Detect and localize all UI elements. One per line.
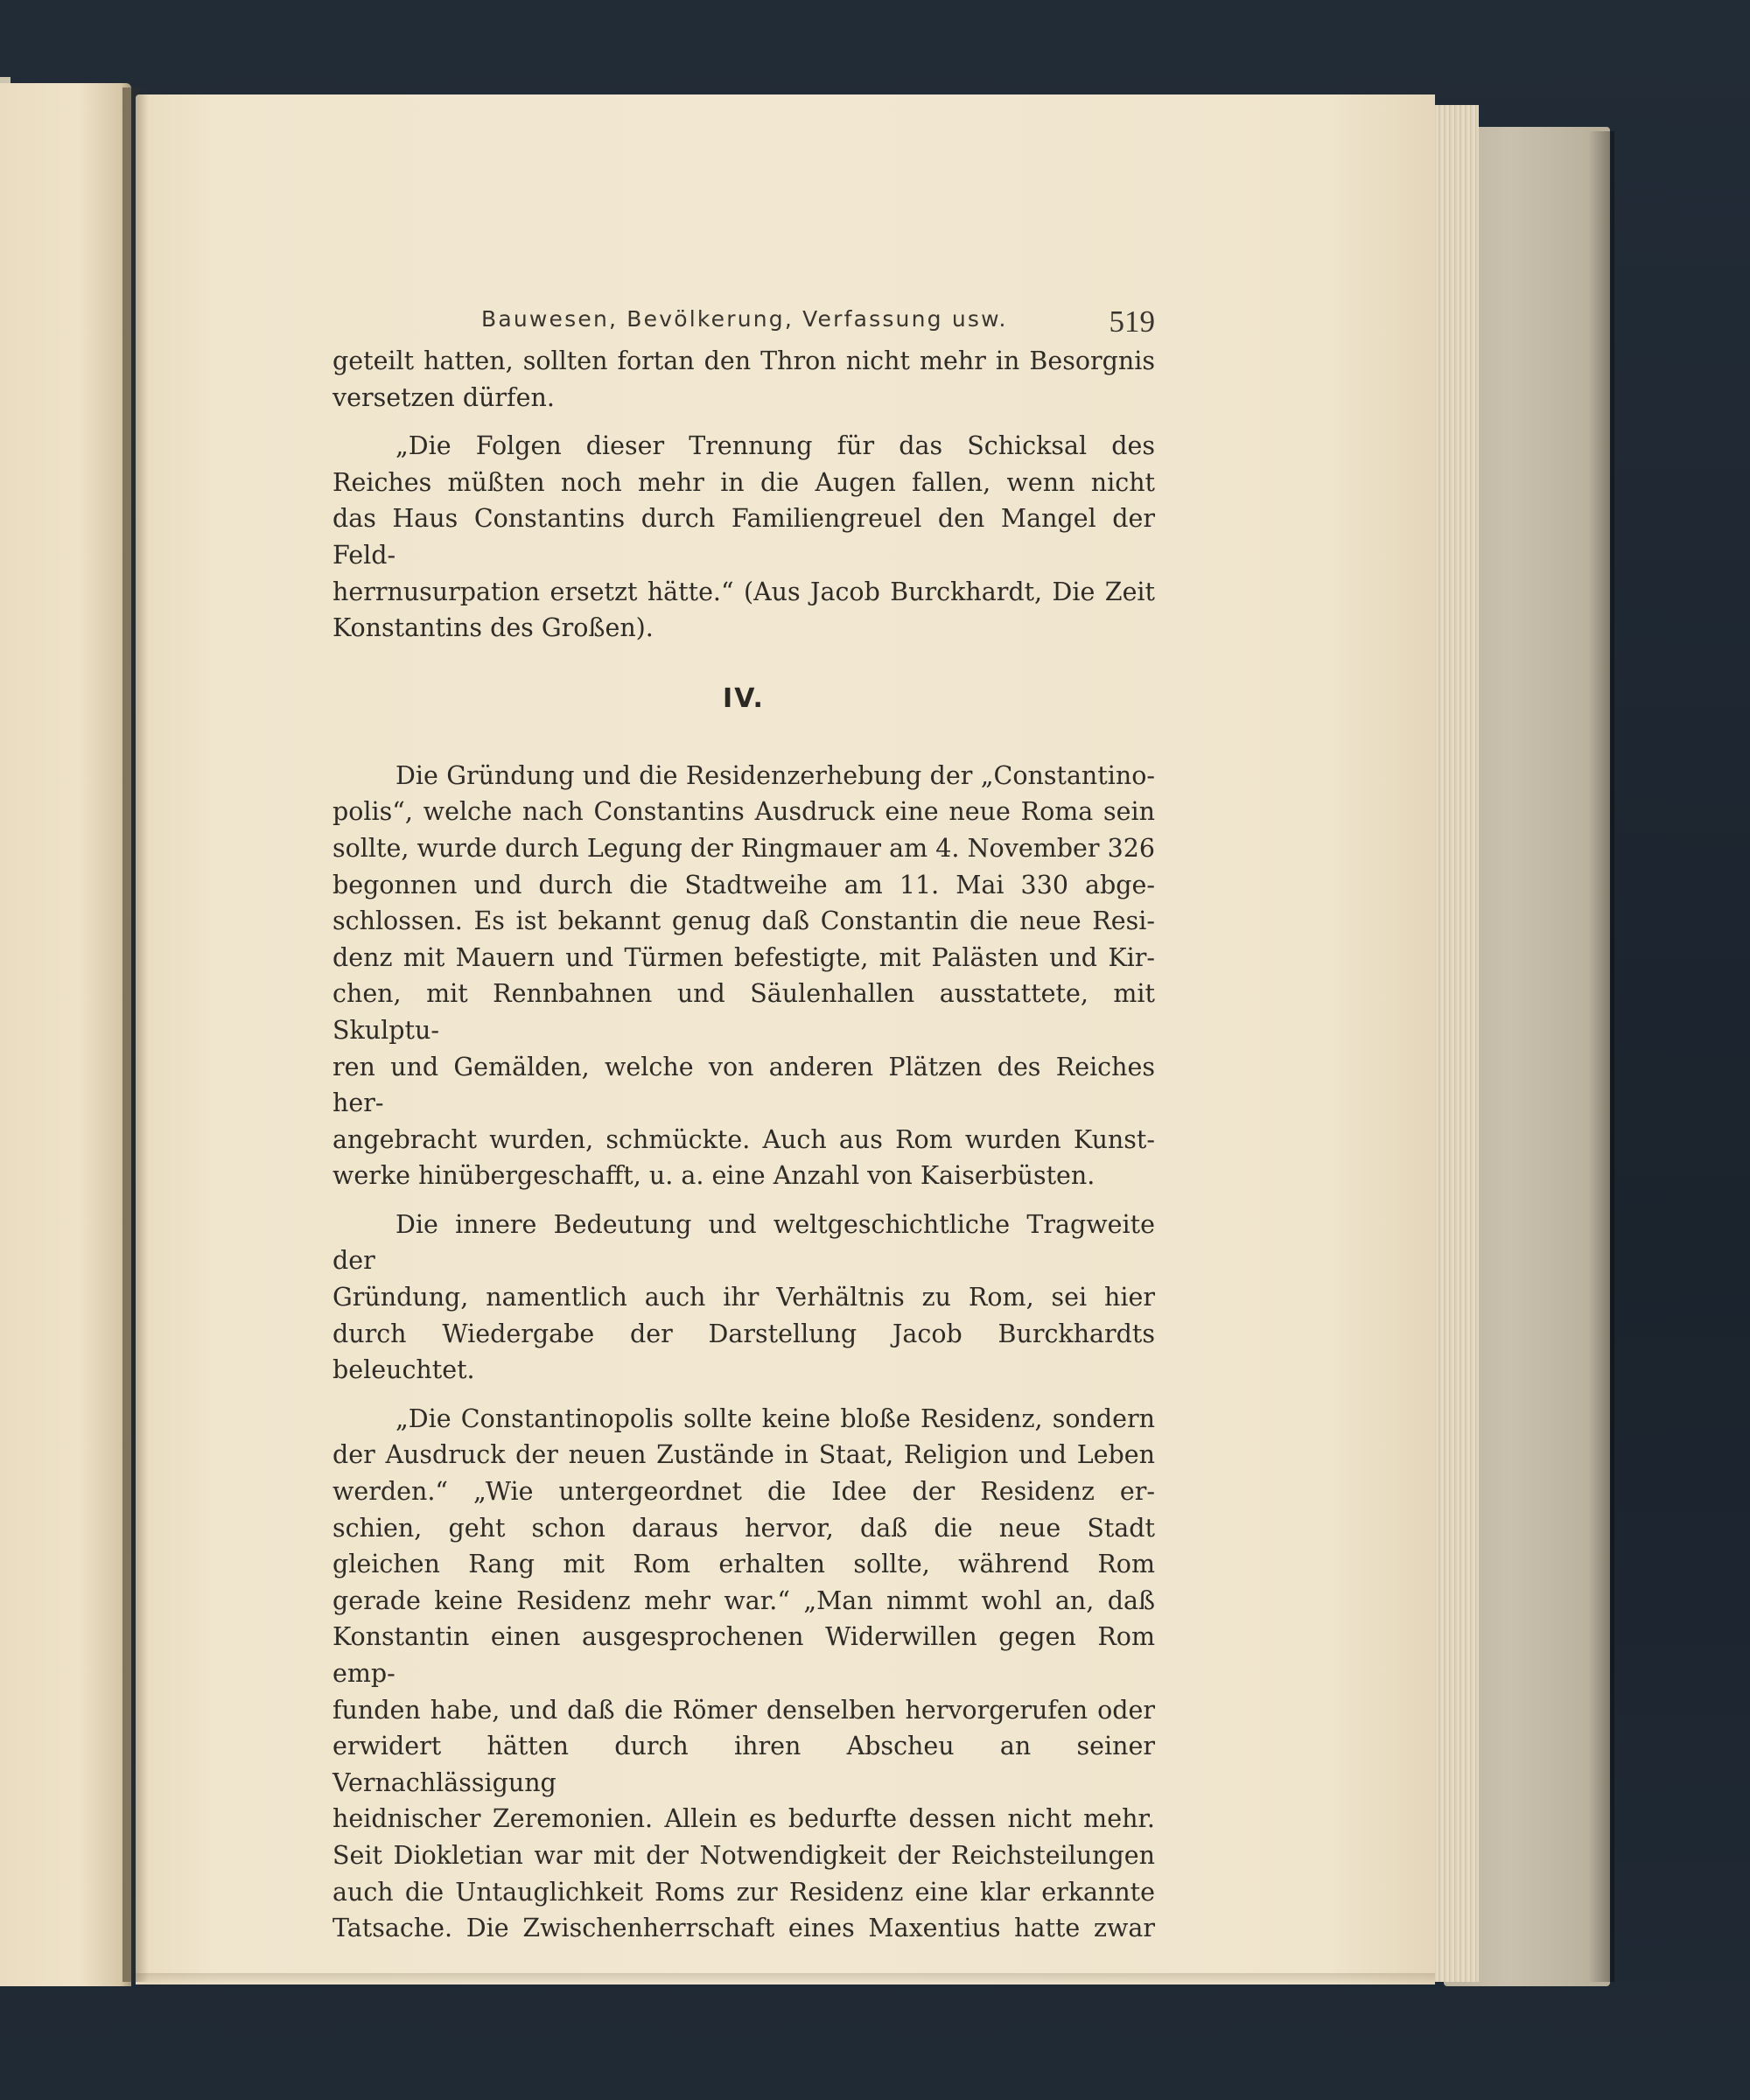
text-line: werke hinübergeschafft, u. a. eine Anzahl von Kaiserbüsten. <box>332 1161 1096 1191</box>
text-line: Konstantin einen ausgesprochenen Widerwillen gegen Rom emp- <box>332 1622 1155 1688</box>
text-line: Seit Diokletian war mit der Notwendigkeit der Reichsteilungen <box>332 1840 1155 1870</box>
text-line: Die innere Bedeutung und weltgeschichtliche Tragweite der <box>332 1209 1155 1276</box>
text-line: Gründung, namentlich auch ihr Verhältnis zu Rom, sei hier <box>332 1283 1155 1312</box>
text-line: geteilt hatten, sollten fortan den Thron nicht mehr in Besorgnis <box>332 346 1155 375</box>
text-line: denz mit Mauern und Türmen befestigte, mit Palästen und Kir- <box>332 942 1155 972</box>
text-line: ren und Gemälden, welche von anderen Plätzen des Reiches her- <box>332 1052 1155 1118</box>
text-line: durch Wiedergabe der Darstellung Jacob Burckhardts beleuchtet. <box>332 1319 1155 1385</box>
page-content <box>332 289 1155 1947</box>
cover-shadow <box>1588 131 1614 1982</box>
text-line: schlossen. Es ist bekannt genug daß Constantin die neue Resi- <box>332 906 1155 936</box>
text-line: versetzen dürfen. <box>332 382 555 412</box>
text-line: gerade keine Residenz mehr war.“ „Man nimmt wohl an, daß <box>332 1586 1155 1615</box>
page-bottom-shadow <box>136 1973 1435 1985</box>
text-line: Konstantins des Großen). <box>332 613 654 643</box>
text-line: „Die Folgen dieser Trennung für das Schicksal des <box>396 431 1155 461</box>
paragraph <box>332 1207 1155 1389</box>
text-line: sollte, wurde durch Legung der Ringmauer am 4. November 326 <box>332 833 1155 863</box>
text-line: angebracht wurden, schmückte. Auch aus Rom wurden Kunst- <box>332 1124 1155 1154</box>
paragraph-gap <box>332 1194 1155 1207</box>
page-edges <box>1431 105 1479 1982</box>
text-line: schien, geht schon daraus hervor, daß die neue Stadt <box>332 1513 1155 1543</box>
text-line: Tatsache. Die Zwischenherrschaft eines Maxentius hatte zwar <box>332 1914 1155 1943</box>
text-line: werden.“ „Wie untergeordnet die Idee der Residenz er- <box>332 1477 1155 1507</box>
text-line: begonnen und durch die Stadtweihe am 11. Mai 330 abge- <box>332 870 1155 900</box>
paragraph <box>332 1401 1155 1947</box>
running-head <box>332 289 1155 343</box>
paragraph-gap <box>332 416 1155 428</box>
text-line: Reiches müßten noch mehr in die Augen fallen, wenn nicht <box>332 467 1155 497</box>
paragraph <box>332 428 1155 647</box>
paragraph-gap <box>332 1389 1155 1401</box>
text-line: erwidert hätten durch ihren Abscheu an seiner Vernachlässigung <box>332 1732 1155 1797</box>
text-line: das Haus Constantins durch Familiengreuel den Mangel der Feld- <box>332 504 1155 570</box>
paragraph <box>332 343 1155 416</box>
text-line: polis“, welche nach Constantins Ausdruck eine neue Roma sein <box>332 797 1155 827</box>
running-head-title: Bauwesen, Bevölkerung, Verfassung usw. <box>481 306 1008 332</box>
gutter-shadow <box>122 88 149 1982</box>
page-number: 519 <box>1109 304 1155 339</box>
left-facing-page <box>0 83 131 1986</box>
paragraph <box>332 758 1155 1194</box>
section-heading: IV. <box>723 682 765 714</box>
body-text <box>332 343 1155 1947</box>
text-line: „Die Constantinopolis sollte keine bloße Residenz, sondern <box>396 1404 1155 1433</box>
text-line: Die Gründung und die Residenzerhebung der „Constantino- <box>396 760 1155 790</box>
text-line: auch die Untauglichkeit Roms zur Residenz eine klar erkannte <box>332 1877 1155 1907</box>
text-line: chen, mit Rennbahnen und Säulenhallen ausstattete, mit Skulptu- <box>332 979 1155 1045</box>
text-line: gleichen Rang mit Rom erhalten sollte, während Rom <box>332 1550 1155 1579</box>
text-line: heidnischer Zeremonien. Allein es bedurfte dessen nicht mehr. <box>332 1804 1155 1834</box>
text-line: der Ausdruck der neuen Zustände in Staat, Religion und Leben <box>332 1440 1155 1470</box>
text-line: funden habe, und daß die Römer denselben hervorgerufen oder <box>332 1695 1155 1725</box>
text-line: herrnusurpation ersetzt hätte.“ (Aus Jacob Burckhardt, Die Zeit <box>332 577 1155 606</box>
